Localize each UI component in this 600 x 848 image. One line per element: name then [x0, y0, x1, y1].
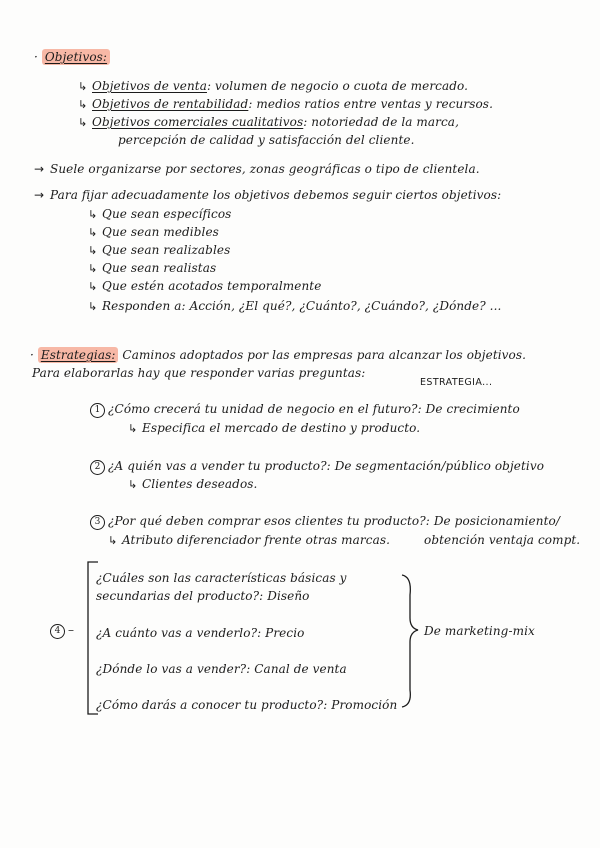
objetivos-note: → Suele organizarse por sectores, zonas geográficas o tipo de clientela.	[34, 162, 480, 176]
question-3-sub: ↳ Atributo diferenciador frente otras marcas.	[108, 533, 390, 547]
number-circle-icon: 1	[90, 403, 105, 418]
objetivo-term: Objetivos de venta	[92, 79, 207, 93]
question-4-line: ¿A cuánto vas a venderlo?: Precio	[96, 626, 305, 640]
dash: –	[68, 623, 75, 637]
arrow-right-icon: →	[34, 162, 45, 176]
number-circle-icon: 3	[90, 515, 105, 530]
objetivos-title: Objetivos:	[42, 49, 110, 65]
question-3-sub-right: obtención ventaja compt.	[424, 533, 581, 547]
bullet-dot: ·	[30, 348, 34, 362]
objetivo-desc: : notoriedad de la marca,	[303, 115, 459, 129]
hook-arrow-icon: ↳	[88, 280, 98, 293]
hook-arrow-icon: ↳	[78, 80, 88, 93]
estrategias-intro-2: Para elaborarlas hay que responder varias preguntas:	[32, 366, 366, 380]
hook-arrow-icon: ↳	[88, 300, 98, 313]
criteria-item: ↳ Que sean específicos	[88, 207, 232, 221]
arrow-right-icon: →	[34, 188, 45, 202]
estrategia-tag: ESTRATEGIA...	[420, 377, 493, 388]
objetivo-term: Objetivos comerciales cualitativos	[92, 115, 304, 129]
question-4-line: ¿Dónde lo vas a vender?: Canal de venta	[96, 662, 347, 676]
hook-arrow-icon: ↳	[108, 534, 118, 547]
bullet-dot: ·	[34, 50, 38, 64]
estrategias-title: Estrategias:	[38, 347, 119, 363]
criteria-item: ↳ Responden a: Acción, ¿El qué?, ¿Cuánto?, ¿Cuándo?, ¿Dónde? ...	[88, 299, 502, 313]
question-2: 2 ¿A quién vas a vender tu producto?: De segmentación/público objetivo	[90, 459, 544, 475]
number-circle-icon: 4	[50, 624, 65, 639]
criteria-item: ↳ Que sean realizables	[88, 243, 231, 257]
question-4-line: secundarias del producto?: Diseño	[96, 589, 310, 603]
hook-arrow-icon: ↳	[88, 244, 98, 257]
number-circle-icon: 2	[90, 460, 105, 475]
hook-arrow-icon: ↳	[78, 116, 88, 129]
estrategias-intro: Caminos adoptados por las empresas para alcanzar los objetivos.	[122, 348, 527, 362]
hook-arrow-icon: ↳	[88, 226, 98, 239]
marketing-mix-result: De marketing-mix	[424, 624, 535, 638]
question-2-sub: ↳ Clientes deseados.	[128, 477, 258, 491]
hook-arrow-icon: ↳	[88, 208, 98, 221]
objetivo-desc: : volumen de negocio o cuota de mercado.	[206, 79, 469, 93]
criteria-item: ↳ Que sean realistas	[88, 261, 217, 275]
question-4-line: ¿Cuáles son las características básicas y	[96, 571, 347, 585]
hook-arrow-icon: ↳	[128, 422, 138, 435]
question-1-sub: ↳ Especifica el mercado de destino y producto.	[128, 421, 421, 435]
criteria-item: ↳ Que estén acotados temporalmente	[88, 279, 322, 293]
objetivos-note: → Para fijar adecuadamente los objetivos debemos seguir ciertos objetivos:	[34, 188, 502, 202]
criteria-item: ↳ Que sean medibles	[88, 225, 219, 239]
hook-arrow-icon: ↳	[128, 478, 138, 491]
objetivo-term: Objetivos de rentabilidad	[92, 97, 249, 111]
question-3: 3 ¿Por qué deben comprar esos clientes tu producto?: De posicionamiento/	[90, 514, 560, 530]
question-4-line: ¿Cómo darás a conocer tu producto?: Promoción	[96, 698, 398, 712]
question-1: 1 ¿Cómo crecerá tu unidad de negocio en el futuro?: De crecimiento	[90, 402, 520, 418]
hook-arrow-icon: ↳	[78, 98, 88, 111]
objetivo-item-continuation: percepción de calidad y satisfacción del cliente.	[118, 133, 415, 147]
hook-arrow-icon: ↳	[88, 262, 98, 275]
objetivo-desc: : medios ratios entre ventas y recursos.	[248, 97, 493, 111]
